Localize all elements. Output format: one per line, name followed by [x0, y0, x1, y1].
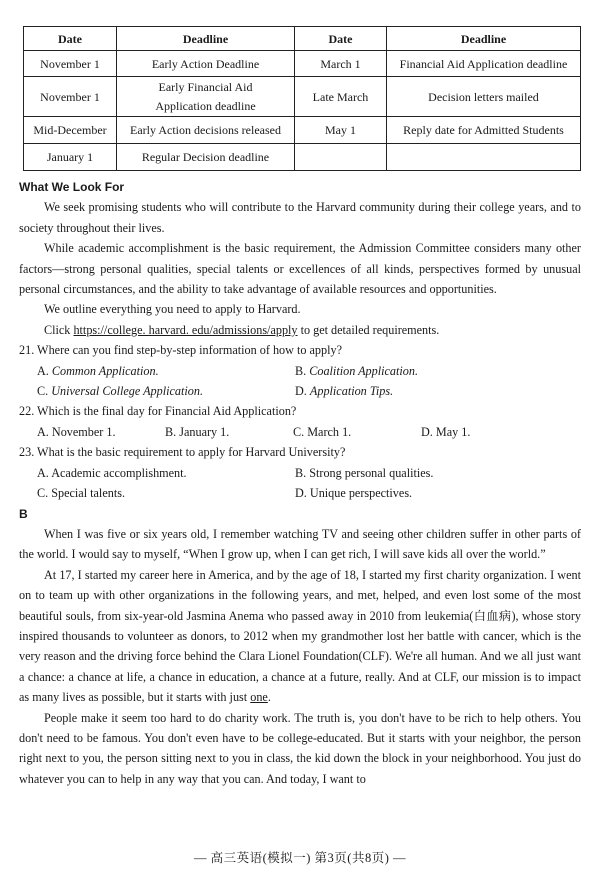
paragraph: People make it seem too hard to do charity work. The truth is, you don't have to be rich to help others. You don't need to be famous. You don't even have to be college-educated. But it starts with your neighbor, the person right next to you, the person sitting next to you in class, the kid down the block in your neighborhood. You just do whatever you can to help in any way that you can. And today, I want to: [19, 710, 581, 786]
table-cell: Early Action decisions released: [117, 117, 295, 144]
table-row: [24, 51, 581, 77]
section-a: [19, 177, 581, 789]
table-cell: March 1: [295, 51, 387, 77]
text-fragment: to get detailed requirements.: [297, 322, 440, 337]
table-cell: Early Action Deadline: [117, 51, 295, 77]
option-b: B. Strong personal qualities.: [295, 465, 434, 480]
table-cell: Mid-December: [24, 117, 117, 144]
option-d: D. Application Tips.: [295, 384, 394, 399]
header-deadline-2: Deadline: [387, 27, 581, 51]
table-cell: November 1: [24, 77, 117, 117]
paragraph: [19, 565, 581, 708]
options-row: [19, 483, 581, 503]
table-cell: [295, 144, 387, 171]
table-cell: Late March: [295, 77, 387, 117]
section-heading: What We Look For: [19, 180, 125, 194]
paragraph: We seek promising students who will contribute to the Harvard community during their college years, and to society throughout their lives.: [19, 200, 581, 235]
table-cell: Decision letters mailed: [387, 77, 581, 117]
question-stem: 22. Which is the final day for Financial Aid Application?: [19, 404, 297, 419]
table-header-row: [24, 27, 581, 51]
option-d: D. May 1.: [421, 424, 471, 439]
table-cell: [387, 144, 581, 171]
table-row: [24, 117, 581, 144]
options-row: [19, 381, 581, 401]
option-d: D. Unique perspectives.: [295, 486, 413, 501]
table-cell: November 1: [24, 51, 117, 77]
option-c: C. March 1.: [293, 424, 352, 439]
page-footer: — 高三英语(模拟一) 第3页(共8页) —: [193, 851, 407, 865]
option-a: A. Academic accomplishment.: [37, 465, 187, 480]
paragraph: [19, 320, 581, 340]
option-b: B. January 1.: [165, 424, 230, 439]
table-cell: May 1: [295, 117, 387, 144]
apply-link[interactable]: https://college. harvard. edu/admissions/apply: [73, 322, 298, 337]
option-c: C. Universal College Application.: [37, 384, 203, 399]
paragraph: When I was five or six years old, I remember watching TV and seeing other children suffer in other parts of the world. I would say to myself, “When I grow up, when I can get rich, I will save kids all over the world.”: [19, 526, 581, 562]
text-fragment: .: [267, 690, 271, 705]
options-row: [19, 463, 581, 483]
table-cell: Financial Aid Application deadline: [387, 51, 581, 77]
paragraph: We outline everything you need to apply to Harvard.: [44, 302, 301, 317]
deadline-table: [23, 26, 581, 171]
options-row: [19, 361, 581, 381]
question-stem: 21. Where can you find step-by-step information of how to apply?: [19, 343, 342, 358]
underlined-word: one: [250, 690, 268, 705]
option-a: A. Common Application.: [37, 363, 159, 378]
table-cell: January 1: [24, 144, 117, 171]
table-cell: Reply date for Admitted Students: [387, 117, 581, 144]
header-date-2: Date: [295, 27, 387, 51]
section-b-label: B: [19, 506, 28, 521]
header-deadline-1: Deadline: [117, 27, 295, 51]
text-fragment: Click: [44, 322, 74, 337]
table-cell: Early Financial Aid Application deadline: [117, 77, 295, 117]
question-stem: 23. What is the basic requirement to apply for Harvard University?: [19, 445, 346, 460]
text-fragment: At 17, I started my career here in America, and by the age of 18, I started my first charity organization. I went on to team up with other organizations in the following years, and met, helped, and even lost some of the most beautiful souls, from six-year-old Jasmina Anema who passed away in 2010 from leukemia(白血病), whose story inspired thousands to volunteer as donors, to 2012 when my grandmother lost her battle with cancer, which is the very reason and the driving force behind the Clara Lionel Foundation(CLF). We're all human. And we all just want a chance: a chance at life, a chance in education, a chance at a future, really. And at CLF, our mission is to impact as many lives as possible, but it starts with just: [19, 567, 581, 705]
header-date-1: Date: [24, 27, 117, 51]
options-row: [19, 422, 581, 442]
option-c: C. Special talents.: [37, 486, 126, 501]
option-a: A. November 1.: [37, 424, 116, 439]
paragraph: While academic accomplishment is the basic requirement, the Admission Committee considers many other factors—strong personal qualities, special talents or excellences of all kinds, perspectives formed by unusual personal circumstances, and the ability to take advantage of available resources and opportunities.: [19, 241, 581, 297]
table-cell: Regular Decision deadline: [117, 144, 295, 171]
table-row: [24, 77, 581, 117]
table-row: [24, 144, 581, 171]
option-b: B. Coalition Application.: [295, 363, 419, 378]
